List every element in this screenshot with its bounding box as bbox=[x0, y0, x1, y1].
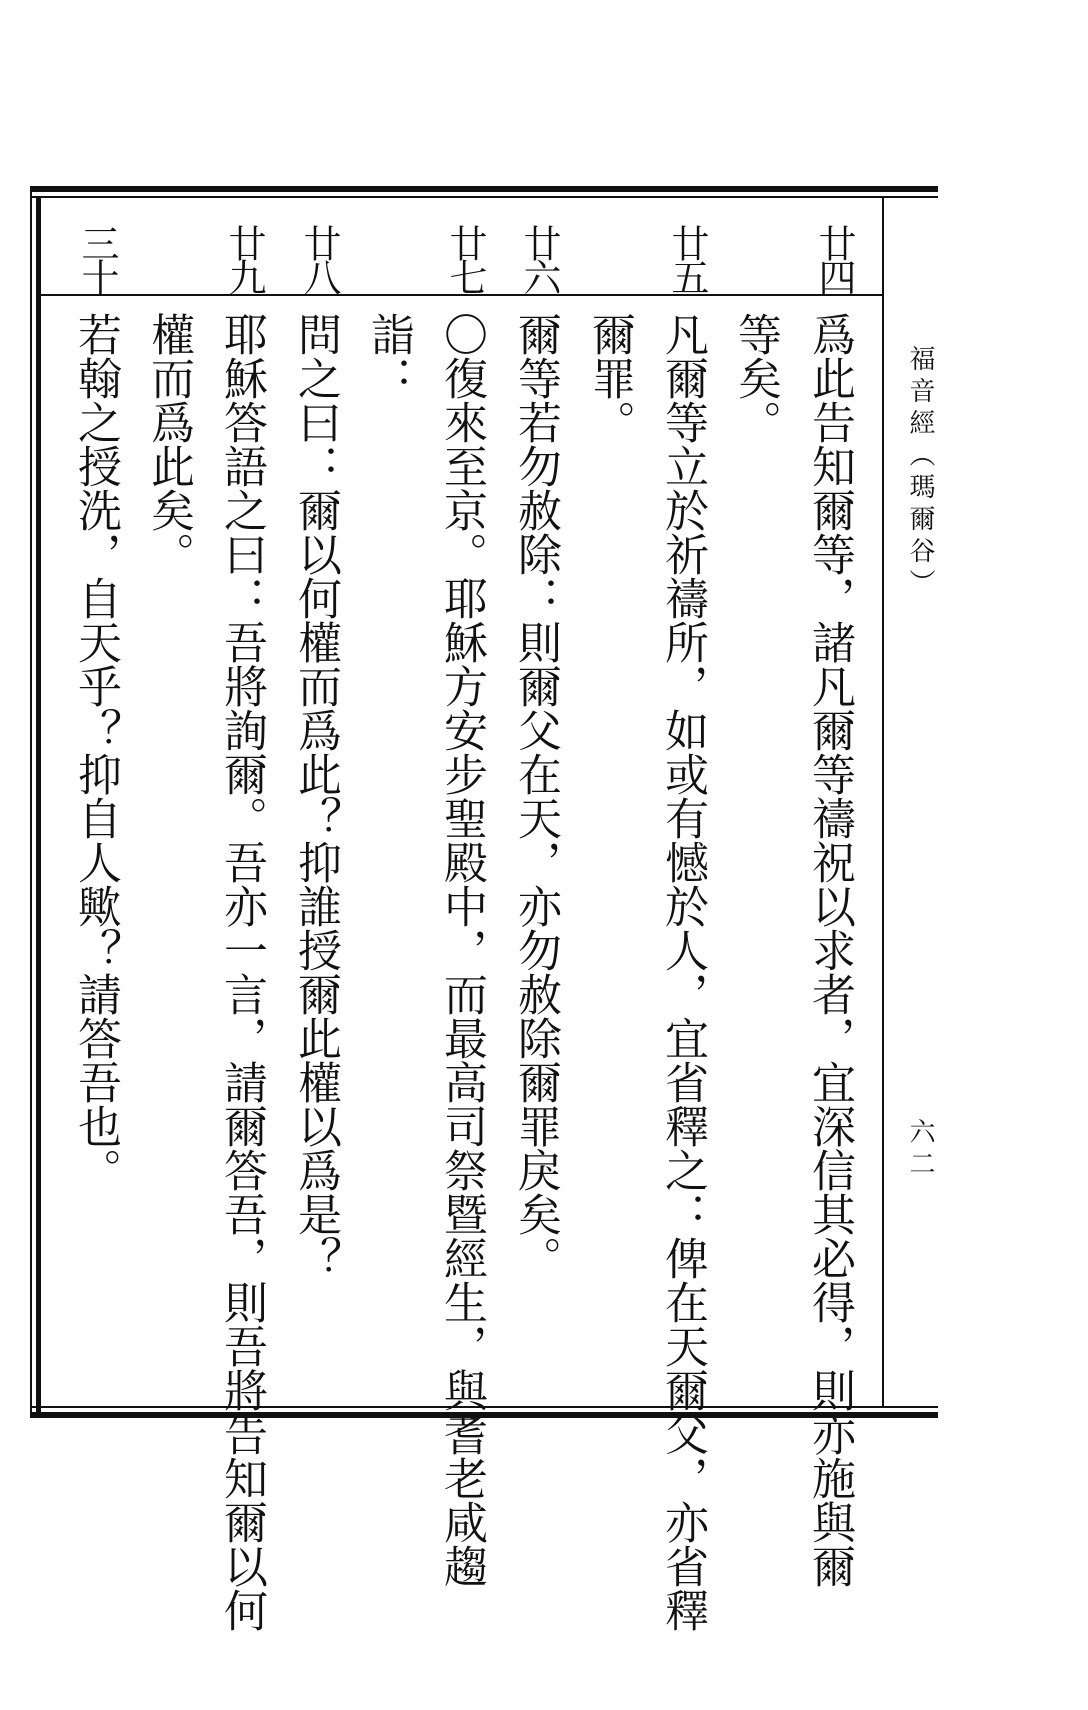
verse-number-24: 廿四 bbox=[812, 224, 856, 292]
text-column-8: 問之曰：爾以何權而爲此？抑誰授爾此權以爲是？ bbox=[290, 312, 341, 1280]
text-column-6: 〇復來至京。耶穌方安步聖殿中，而最高司祭暨經生，與耆老咸趨 bbox=[436, 312, 487, 1588]
verse-number-26: 廿六 bbox=[517, 224, 561, 292]
top-border-thin bbox=[30, 196, 938, 198]
right-inner-border bbox=[882, 198, 884, 1406]
verse-number-30: 三十 bbox=[75, 224, 119, 292]
verse-number-25: 廿五 bbox=[665, 224, 709, 292]
text-column-9: 耶穌答語之曰：吾將詢爾。吾亦一言，請爾答吾，則吾將告知爾以何 bbox=[216, 312, 267, 1632]
verse-number-28: 廿八 bbox=[297, 224, 341, 292]
book-title: 福音經（瑪爾谷） bbox=[905, 345, 935, 601]
verse-number-27: 廿七 bbox=[443, 224, 487, 292]
top-border-thick bbox=[30, 186, 938, 192]
text-column-5: 爾等若勿赦除：則爾父在天，亦勿赦除爾罪戾矣。 bbox=[510, 312, 561, 1280]
text-column-4: 爾罪。 bbox=[584, 312, 635, 444]
page-number: 六二 bbox=[905, 1118, 935, 1182]
left-border-thin bbox=[30, 186, 32, 1418]
verse-number-divider bbox=[41, 294, 882, 296]
text-column-2: 等矣。 bbox=[730, 312, 781, 444]
text-column-11: 若翰之授洗，自天乎？抑自人歟？請答吾也。 bbox=[70, 312, 121, 1192]
left-border-thick bbox=[36, 196, 41, 1412]
text-column-3: 凡爾等立於祈禱所，如或有憾於人，宜省釋之：俾在天爾父，亦省釋 bbox=[657, 312, 708, 1632]
verse-number-29: 廿九 bbox=[222, 224, 266, 292]
text-column-7: 詣： bbox=[363, 312, 414, 400]
text-column-1: 爲此告知爾等，諸凡爾等禱祝以求者，宜深信其必得，則亦施與爾 bbox=[804, 312, 855, 1588]
text-column-10: 權而爲此矣。 bbox=[143, 312, 194, 576]
